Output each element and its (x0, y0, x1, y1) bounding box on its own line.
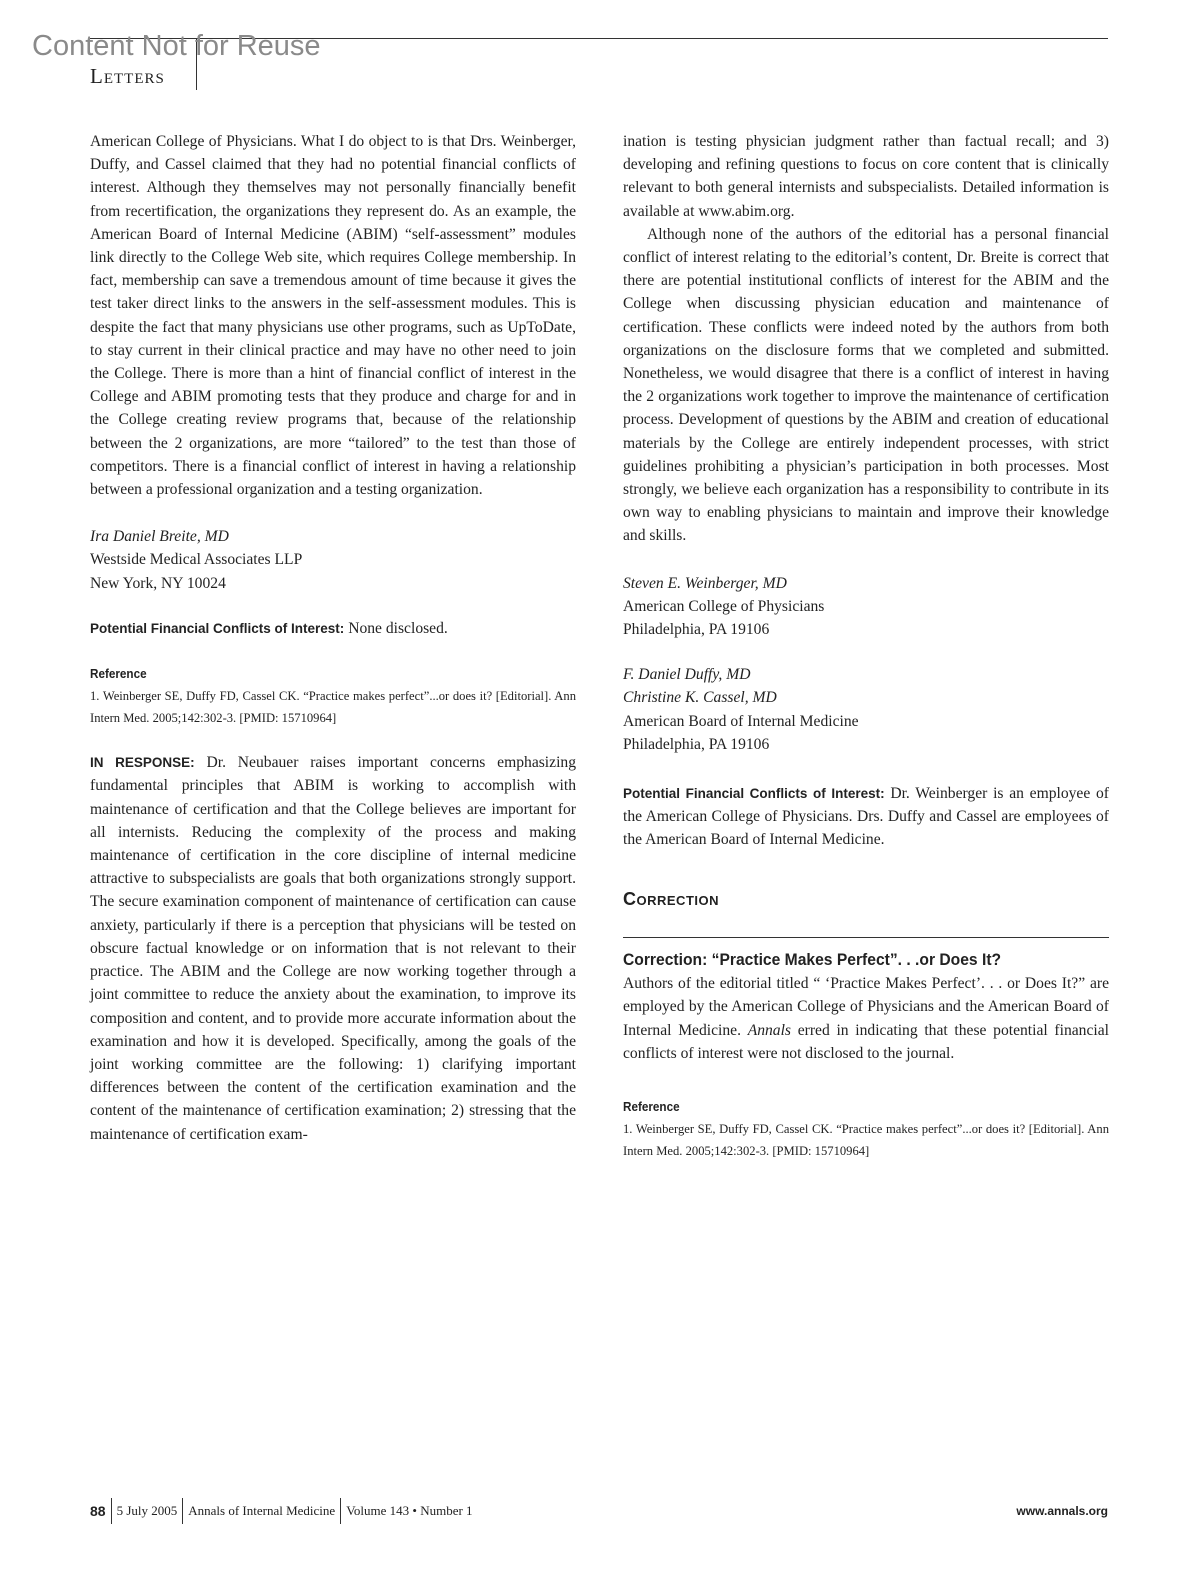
reference-heading: Reference (623, 1098, 680, 1114)
issue-date: 5 July 2005 (116, 1503, 178, 1518)
right-column (623, 130, 1109, 1162)
response-continued: ination is testing physician judgment rather than factual recall; and 3) developing and refining questions to focus on core content that is clinically relevant to both general internists and subspecialists. Detailed information is available at www.abim.org. (623, 133, 1109, 220)
reference-heading: Reference (90, 666, 147, 682)
reference-item: 1. Weinberger SE, Duffy FD, Cassel CK. “Practice makes perfect”...or does it? [Editorial]. Ann Intern Med. 2005;142:302-3. [PMID: 15710964] (623, 1122, 1109, 1159)
section-title: Letters (90, 64, 165, 88)
signature-city: Philadelphia, PA 19106 (623, 621, 770, 639)
response-paragraph (90, 751, 576, 1145)
response-label: IN RESPONSE: (90, 755, 195, 771)
conflicts-disclosure (90, 617, 576, 640)
conflicts-disclosure (623, 782, 1109, 852)
response-paragraph-2: Although none of the authors of the editorial has a personal financial conflict of interest relating to the editorial’s content, Dr. Breite is correct that there are potential institutional conflicts of interest for the ABIM and the College when discussing physician education and maintenance of certification. These conflicts were indeed noted by the authors from both organizations on the disclosure forms that we completed and submitted. Nonetheless, we would disagree that there is a conflict of interest in having the 2 organizations work together to improve the maintenance of certification process. Development of questions by the ABIM and creation of educational materials by the College are entirely independent processes, with strict guidelines prohibiting a physician’s participation in both processes. Most strongly, we believe each organization has a responsibility to contribute in its own way to enabling physicians to maintain and improve their knowledge and skills. (623, 225, 1109, 545)
conflicts-text: None disclosed. (348, 619, 448, 637)
page-footer (90, 1498, 1108, 1524)
signature-name: Christine K. Cassel, MD (623, 689, 777, 707)
conflicts-text: Dr. Weinberger is an employee of the American College of Physicians. Drs. Duffy and Cassel are employees of the American Board of Internal Medicine. (623, 785, 1109, 849)
signature-org: American Board of Internal Medicine (623, 712, 859, 730)
journal-url[interactable]: www.annals.org (1016, 1504, 1108, 1518)
page-number: 88 (90, 1503, 106, 1519)
response-text: Dr. Neubauer raises important concerns emphasizing fundamental principles that ABIM is working to accomplish with maintenance of certification and that the College believes are important for all internists. Reducing the complexity of the process and making maintenance of certification in the core discipline of internal medicine attractive to subspecialists are goals that both organizations strongly support. The secure examination component of maintenance of certification can cause anxiety, particularly if there is a perception that physicians will be tested on obscure factual knowledge or on information that is not relevant to their practice. The ABIM and the College are now working together through a joint committee to reduce the anxiety about the examination, to improve its composition and content, and to provide more accurate information about the examination and how it is developed. Specifically, among the goals of the joint working committee are the following: 1) clarifying important differences between the content of the certification examination and the content of the maintenance of certification examination; 2) stressing that the maintenance of certification exam- (90, 754, 576, 1143)
correction-title: Correction: “Practice Makes Perfect”. . .or Does It? (623, 949, 1002, 969)
signature-city: Philadelphia, PA 19106 (623, 735, 770, 753)
letter-paragraph: American College of Physicians. What I do object to is that Drs. Weinberger, Duffy, and Cassel claimed that they had no potential financial conflicts of interest. Although they themselves may not personally financially benefit from recertification, the organizations they represent do. As an example, the American Board of Internal Medicine (ABIM) “self-assessment” modules link directly to the College Web site, which requires College membership. In fact, membership can save a tremendous amount of time because it gives the test taker direct links to the answers in the self-assessment modules. This is despite the fact that many physicians use other programs, such as UpToDate, to stay current in their clinical practice and may have no other need to join the College. There is more than a hint of financial conflict of interest in the College and ABIM promoting tests that they produce and charge for and in the College creating review programs that, because of the relationship between the 2 organizations, are more “tailored” to the test than those of competitors. There is a financial conflict of interest in having a relationship between a professional organization and a testing organization. (90, 133, 576, 499)
signature-name: F. Daniel Duffy, MD (623, 666, 751, 684)
reference-item: 1. Weinberger SE, Duffy FD, Cassel CK. “Practice makes perfect”...or does it? [Editorial]. Ann Intern Med. 2005;142:302-3. [PMID: 15710964] (90, 689, 576, 726)
correction-heading: Correction (623, 888, 719, 909)
volume-issue: Volume 143 • Number 1 (346, 1503, 473, 1518)
signature-city: New York, NY 10024 (90, 574, 226, 592)
signature-org: Westside Medical Associates LLP (90, 551, 303, 569)
signature-org: American College of Physicians (623, 597, 825, 615)
signature-name: Ira Daniel Breite, MD (90, 528, 229, 546)
watermark: Content Not for Reuse (32, 30, 321, 62)
left-column (90, 130, 576, 1146)
conflicts-label: Potential Financial Conflicts of Interest: (90, 620, 345, 636)
journal-name: Annals (747, 1021, 792, 1039)
conflicts-label: Potential Financial Conflicts of Interest: (623, 786, 885, 802)
signature-name: Steven E. Weinberger, MD (623, 574, 787, 592)
correction-text: Authors of the editorial titled “ ‘Practice Makes Perfect’. . . or Does It?” are employed by the American College of Physicians and the American Board of Internal Medicine. Annals erred in indicating that these potential financial conflicts of interest were not disclosed to the journal. (623, 975, 1109, 1062)
journal-name: Annals of Internal Medicine (188, 1503, 336, 1518)
